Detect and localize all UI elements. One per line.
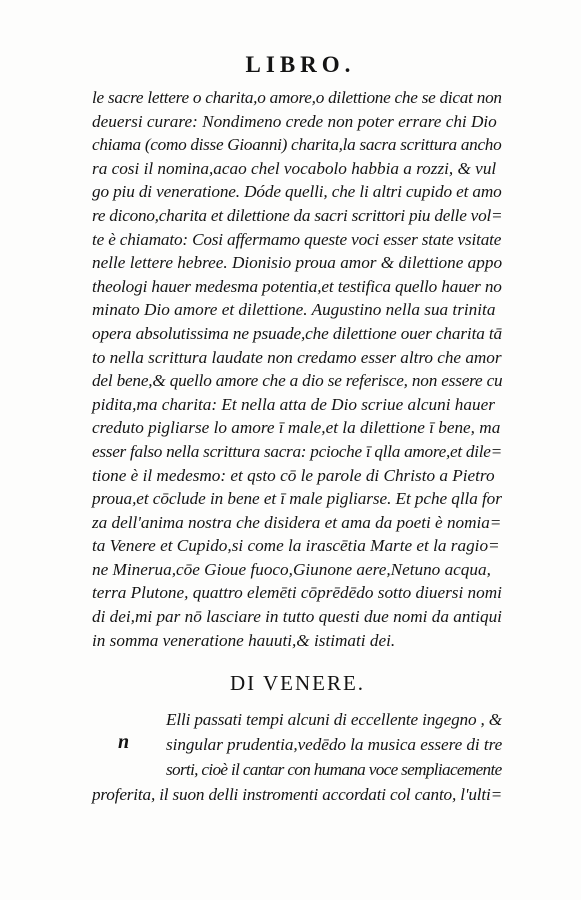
text-line: za dell'anima nostra che disidera et ama da poeti è nomia= [92, 512, 502, 532]
text-line: terra Plutone, quattro elemēti cōprēdēdo sotto diuersi nomi [92, 583, 502, 603]
text-line: minato Dio amore et dilettione. Augustino nella sua trinita [92, 300, 496, 320]
section-line: sorti, cioè il cantar con humana voce sempliacemente [166, 760, 502, 779]
text-line: ne Minerua,cōe Gioue fuoco,Giunone aere,Netuno acqua, [92, 559, 491, 579]
text-line: creduto pigliarse lo amore ī male,et la dilettione ī bene, ma [92, 418, 501, 438]
margin-initial: n [118, 731, 130, 753]
section-heading: DI VENERE. [229, 671, 366, 695]
text-line: di dei,mi par nō lasciare in tutto questi due nomi da antiqui [92, 607, 502, 627]
text-line: nelle lettere hebree. Dionisio proua amor & dilettione appo [92, 253, 503, 273]
text-line: le sacre lettere o charita,o amore,o dilettione che se dicat non [92, 88, 502, 107]
section-line: singular prudentia,vedēdo la musica essere di tre [166, 735, 503, 754]
text-line: proua,et cōclude in bene et ī male pigliarse. Et pche qlla for [92, 489, 502, 509]
text-line: theologi hauer medesma potentia,et testifica quello hauer no [92, 276, 502, 296]
text-line: re dicono,charita et dilettione da sacri scrittori piu delle vol= [92, 205, 503, 225]
text-line: esser falso nella scrittura sacra: pcioche ī qlla amore,et dile= [92, 441, 502, 461]
text-line: chiama (como disse Gioanni) charita,la sacra scrittura ancho [92, 135, 502, 155]
section-line: Elli passati tempi alcuni di eccellente ingegno , & [166, 710, 502, 729]
text-line: deuersi curare: Nondimeno crede non poter errare chi Dio [92, 111, 497, 131]
text-line: ta Venere et Cupido,si come la irascētia Marte et la ragio= [92, 536, 500, 556]
text-line: go piu di veneratione. Dóde quelli, che li altri cupido et amo [92, 182, 502, 202]
text-line: opera absolutissima ne psuade,che dilettione ouer charita tā [92, 323, 503, 343]
section-body-text [92, 707, 502, 807]
text-line: tione è il medesmo: et qsto cō le parole di Christo a Pietro [92, 465, 495, 485]
body-text [92, 86, 502, 652]
running-head: LIBRO. [245, 52, 356, 77]
section-line: proferita, il suon delli instromenti accordati col canto, l'ulti= [92, 785, 503, 804]
text-line: pidita,ma charita: Et nella atta de Dio scriue alcuni hauer [92, 394, 495, 414]
text-line: te è chiamato: Cosi affermamo queste voci esser state vsitate [92, 229, 502, 249]
text-line: in somma veneratione hauuti,& istimati dei. [92, 630, 396, 650]
text-line: del bene,& quello amore che a dio se referisce, non essere cu [92, 371, 503, 391]
text-line: ra cosi il nomina,acao chel vocabolo habbia a rozzi, & vul [92, 158, 497, 178]
text-line: to nella scrittura laudate non credamo esser altro che amor [92, 347, 502, 367]
